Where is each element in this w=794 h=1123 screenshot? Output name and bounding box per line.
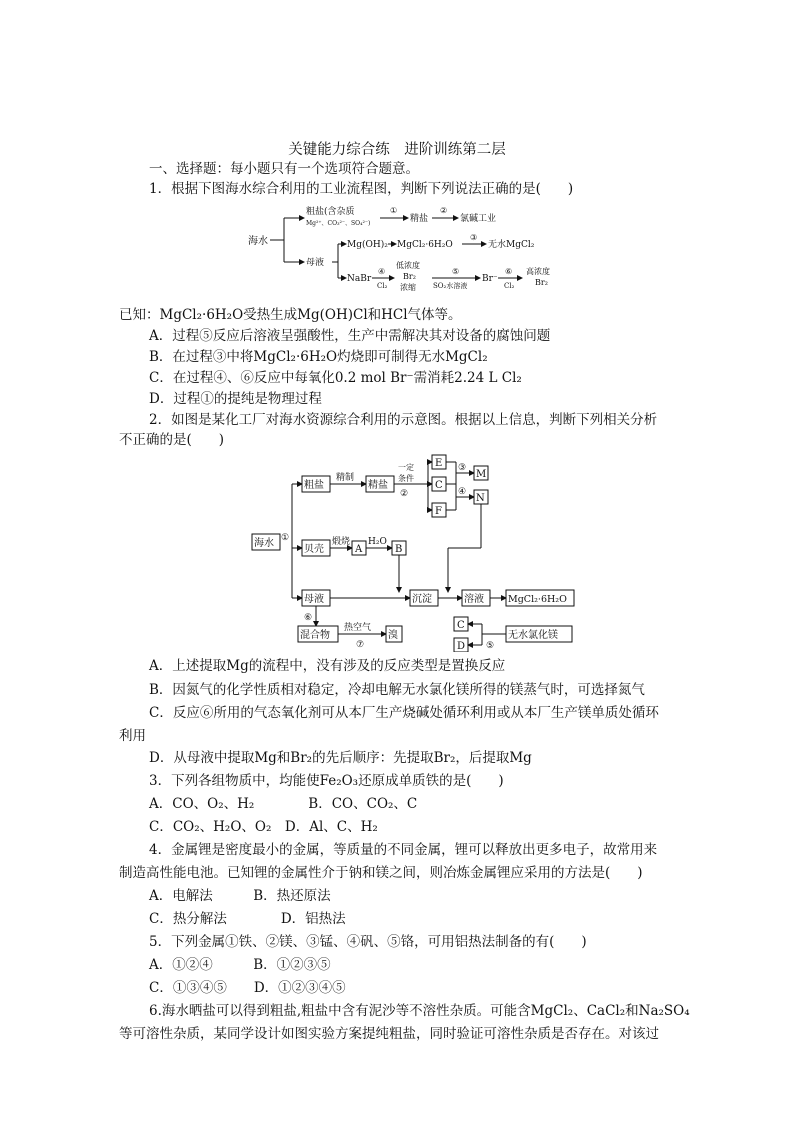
q2-step2: ② bbox=[400, 489, 409, 499]
q2-precipitate: 沉淀 bbox=[412, 594, 432, 605]
q1-br-minus: Br⁻ bbox=[482, 274, 498, 284]
q2-seawater: 海水 bbox=[254, 538, 274, 549]
q1-known: 已知：MgCl₂·6H₂O受热生成Mg(OH)Cl和HCl气体等。 bbox=[119, 307, 462, 323]
q2-hot-air: 热空气 bbox=[344, 623, 372, 633]
q1-mgoh2: Mg(OH)₂ bbox=[347, 240, 388, 250]
q2-e: E bbox=[435, 458, 443, 469]
q3-stem: 3．下列各组物质中，均能使Fe₂O₃还原成单质铁的是( ) bbox=[149, 773, 504, 789]
q1-crude-salt: 粗盐(含杂质 bbox=[306, 207, 355, 217]
q1-flow-diagram bbox=[240, 198, 580, 294]
q2-step1: ① bbox=[281, 533, 290, 543]
q1-step5: ⑤ bbox=[452, 267, 460, 276]
q2-step5: ⑤ bbox=[486, 641, 495, 651]
q2-f: F bbox=[435, 506, 442, 517]
q2-step3: ③ bbox=[458, 463, 467, 473]
q2-mother-liquor: 母液 bbox=[304, 594, 324, 605]
q1-low-br2-b: Br₂ bbox=[403, 272, 416, 281]
q1-high-br2-b: Br₂ bbox=[535, 278, 548, 287]
q2-m: M bbox=[476, 469, 487, 480]
q2-option-d: D．从母液中提取Mg和Br₂的先后顺序：先提取Br₂，后提取Mg bbox=[149, 750, 532, 766]
q4-stem-2: 制造高性能电池。已知锂的金属性介于钠和镁之间，则冶炼金属锂应采用的方法是( ) bbox=[119, 865, 643, 881]
q2-option-c-1: C．反应⑥所用的气态氧化剂可从本厂生产烧碱处循环利用或从本厂生产镁单质处循环 bbox=[149, 705, 659, 721]
q1-low-br2: 低浓度 bbox=[396, 261, 420, 270]
q4-stem-1: 4．金属锂是密度最小的金属，等质量的不同金属，锂可以释放出更多电子，故常用来 bbox=[149, 842, 658, 858]
q5-stem: 5．下列金属①铁、②镁、③锰、④矾、⑤铬，可用铝热法制备的有( ) bbox=[149, 934, 587, 950]
page-title: 关键能力综合练 进阶训练第二层 bbox=[288, 142, 506, 158]
q5-options-cd: C．①③④⑤ D．①②③④⑤ bbox=[149, 980, 346, 996]
q1-option-d: D．过程①的提纯是物理过程 bbox=[149, 391, 322, 407]
q1-so2-solution: SO₂水溶液 bbox=[433, 282, 468, 290]
q2-c: C bbox=[435, 480, 443, 491]
q2-crude-salt: 粗盐 bbox=[304, 480, 324, 491]
q1-option-a: A．过程⑤反应后溶液呈强酸性，生产中需解决其对设备的腐蚀问题 bbox=[149, 328, 551, 344]
q5-options-ab: A．①②④ B．①②③⑤ bbox=[149, 957, 331, 973]
q2-h2o: H₂O bbox=[368, 537, 387, 547]
q1-step4: ④ bbox=[378, 267, 386, 276]
q2-d: D bbox=[457, 641, 466, 652]
q2-bromine: 溴 bbox=[388, 630, 398, 641]
q2-anhydrous-mgcl2: 无水氯化镁 bbox=[508, 630, 558, 641]
q2-step4: ④ bbox=[458, 487, 467, 497]
q1-crude-salt-impurities: Mg²⁺、CO₃²⁻、SO₄²⁻) bbox=[306, 220, 371, 227]
q2-shell: 贝壳 bbox=[304, 544, 324, 555]
q2-step6: ⑥ bbox=[304, 613, 313, 623]
q1-stem: 1．根据下图海水综合利用的工业流程图，判断下列说法正确的是( ) bbox=[149, 181, 574, 197]
q2-refine: 精制 bbox=[336, 473, 355, 483]
q3-options-cd: C．CO₂、H₂O、O₂ D．Al、C、H₂ bbox=[149, 819, 378, 835]
q3-options-ab: A．CO、O₂、H₂ B．CO、CO₂、C bbox=[149, 796, 418, 812]
q2-mgcl2-hydrate: MgCl₂·6H₂O bbox=[508, 594, 567, 605]
q1-cl2-b: Cl₂ bbox=[504, 282, 515, 290]
q2-option-b: B．因氮气的化学性质相对稳定，冷却电解无水氯化镁所得的镁蒸气时，可选择氮气 bbox=[149, 682, 645, 698]
q1-step3: ③ bbox=[470, 233, 478, 242]
q2-calcine: 煅烧 bbox=[332, 537, 351, 547]
q1-seawater-label: 海水 bbox=[248, 236, 268, 247]
q1-mother-liquor: 母液 bbox=[306, 258, 325, 268]
q1-step1: ① bbox=[390, 206, 398, 215]
q2-option-a: A．上述提取Mg的流程中，没有涉及的反应类型是置换反应 bbox=[149, 658, 506, 674]
q2-condition-1: 一定 bbox=[398, 463, 414, 472]
q2-solution: 溶液 bbox=[464, 594, 484, 605]
q1-chlor-alkali: 氯碱工业 bbox=[460, 214, 497, 224]
q1-step2: ② bbox=[440, 206, 448, 215]
q1-anhydrous-mgcl2: 无水MgCl₂ bbox=[488, 240, 535, 250]
q6-line-2: 等可溶性杂质，某同学设计如图实验方案提纯粗盐，同时验证可溶性杂质是否存在。对该过 bbox=[119, 1026, 659, 1042]
q2-stem-2: 不正确的是( ) bbox=[119, 432, 225, 448]
q1-option-c: C．在过程④、⑥反应中每氧化0.2 mol Br⁻需消耗2.24 L Cl₂ bbox=[149, 370, 522, 386]
q6-line-1: 6.海水晒盐可以得到粗盐,粗盐中含有泥沙等不溶性杂质。可能含MgCl₂、CaCl₂和Na₂SO₄ bbox=[149, 1003, 690, 1019]
q2-c2: C bbox=[457, 620, 465, 631]
q4-options-cd: C．热分解法 D．铝热法 bbox=[149, 911, 346, 927]
q1-nabr: NaBr bbox=[347, 274, 372, 284]
q2-flow-diagram bbox=[248, 452, 578, 652]
q1-high-br2: 高浓度 bbox=[526, 267, 550, 276]
q2-stem-1: 2．如图是某化工厂对海水资源综合利用的示意图。根据以上信息，判断下列相关分析 bbox=[149, 412, 658, 428]
q1-concentrate: 浓缩 bbox=[400, 283, 416, 292]
q2-mixture: 混合物 bbox=[300, 630, 330, 641]
q2-a: A bbox=[355, 544, 363, 555]
q1-option-b: B．在过程③中将MgCl₂·6H₂O灼烧即可制得无水MgCl₂ bbox=[149, 349, 488, 365]
section-heading: 一、选择题：每小题只有一个选项符合题意。 bbox=[149, 161, 419, 177]
q1-cl2-a: Cl₂ bbox=[377, 282, 388, 290]
q1-step6: ⑥ bbox=[505, 267, 513, 276]
q2-b: B bbox=[395, 544, 403, 555]
q1-refined-salt: 精盐 bbox=[410, 214, 429, 224]
q2-option-c-2: 利用 bbox=[119, 728, 146, 744]
q4-options-ab: A．电解法 B．热还原法 bbox=[149, 888, 331, 904]
q2-n: N bbox=[476, 493, 485, 504]
q2-step7: ⑦ bbox=[356, 640, 365, 650]
q1-mgcl2-hydrate: MgCl₂·6H₂O bbox=[397, 240, 453, 250]
q2-refined-salt: 精盐 bbox=[368, 480, 388, 491]
q2-condition-2: 条件 bbox=[398, 474, 414, 483]
